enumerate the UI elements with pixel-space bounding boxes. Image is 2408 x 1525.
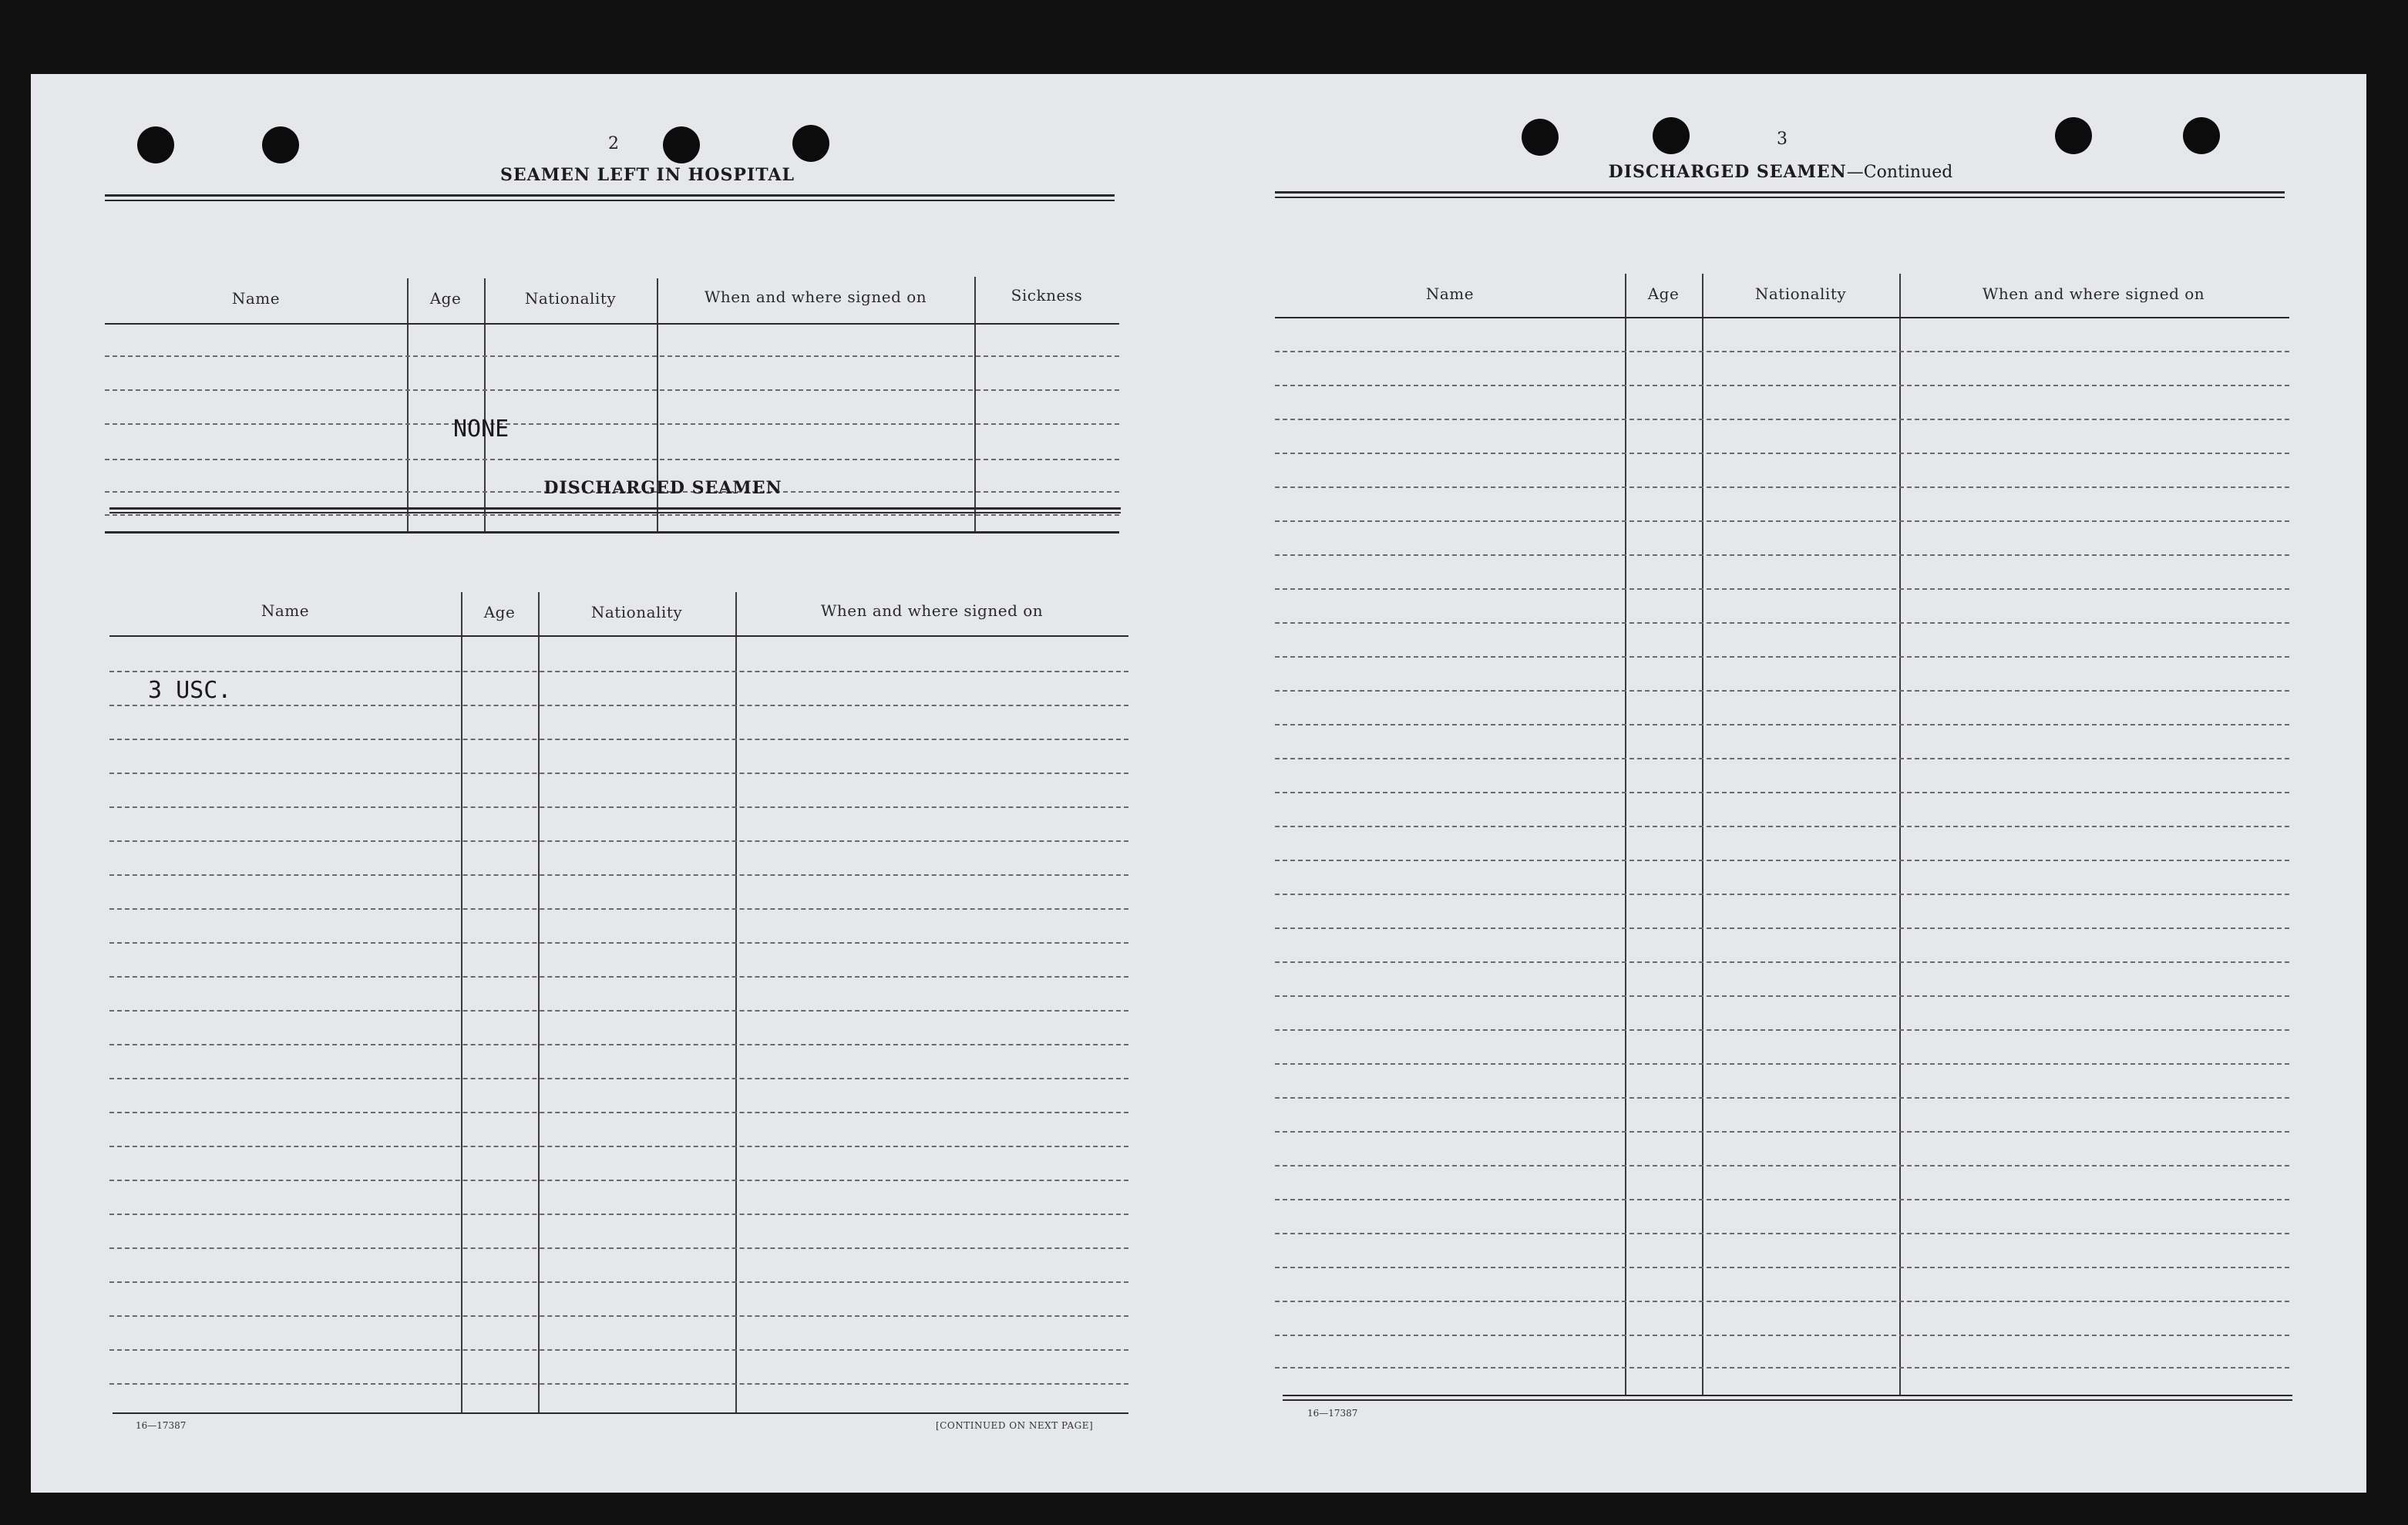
column-divider <box>538 592 540 1414</box>
entry-line <box>1275 419 2289 420</box>
entry-line <box>109 908 1128 910</box>
entry-line <box>1275 1029 2289 1031</box>
discharged-table <box>109 513 1128 1416</box>
punch-hole <box>792 125 829 162</box>
entry-line <box>1275 792 2289 793</box>
punch-hole <box>1653 117 1690 154</box>
punch-hole <box>1522 119 1559 156</box>
typed-entry-usc: 3 USC. <box>148 677 232 704</box>
column-header-age: Age <box>1647 284 1680 303</box>
entry-line <box>109 1180 1128 1181</box>
entry-line <box>1275 385 2289 386</box>
header-rule <box>105 323 1119 325</box>
entry-line <box>109 671 1128 672</box>
entry-line <box>1275 1367 2289 1368</box>
column-divider <box>484 278 486 533</box>
column-divider <box>1625 274 1626 1396</box>
column-divider <box>735 592 737 1414</box>
entry-line <box>109 976 1128 978</box>
entry-line <box>1275 894 2289 895</box>
entry-line <box>109 806 1128 808</box>
column-header-signed-on: When and where signed on <box>820 601 1044 620</box>
entry-line <box>1275 622 2289 624</box>
entry-line <box>1275 860 2289 861</box>
divider <box>105 194 1115 197</box>
entry-line <box>1275 351 2289 352</box>
column-header-signed-on: When and where signed on <box>704 288 927 306</box>
entry-line <box>105 423 1119 425</box>
entry-line <box>109 1247 1128 1249</box>
column-divider <box>1702 274 1703 1396</box>
entry-line <box>109 739 1128 740</box>
typed-entry-none: NONE <box>453 416 510 443</box>
entry-line <box>1275 1301 2289 1302</box>
entry-line <box>109 1214 1128 1215</box>
entry-line <box>109 1146 1128 1147</box>
section-title-discharged-continued <box>1572 162 1989 182</box>
entry-line <box>109 1044 1128 1045</box>
entry-line <box>1275 453 2289 454</box>
entry-line <box>1275 656 2289 658</box>
punch-hole <box>137 126 174 163</box>
column-header-name: Name <box>261 601 310 620</box>
entry-line <box>1275 1131 2289 1133</box>
entry-line <box>109 874 1128 876</box>
entry-line <box>105 389 1119 391</box>
entry-line <box>109 1315 1128 1317</box>
column-header-signed-on: When and where signed on <box>1982 284 2205 303</box>
column-header-nationality: Nationality <box>590 603 683 621</box>
entry-line <box>109 1112 1128 1113</box>
entry-line <box>1275 486 2289 488</box>
punch-hole <box>262 126 299 163</box>
entry-line <box>1275 758 2289 759</box>
entry-line <box>109 705 1128 706</box>
document-sheet <box>31 74 2366 1493</box>
form-number: 16—17387 <box>1307 1408 1358 1419</box>
discharged-continued-table <box>1275 198 2323 1401</box>
column-header-nationality: Nationality <box>1754 284 1847 303</box>
column-divider <box>1899 274 1901 1396</box>
entry-line <box>1275 690 2289 692</box>
entry-line <box>1275 724 2289 725</box>
entry-line <box>105 355 1119 357</box>
page-number: 2 <box>608 134 619 153</box>
entry-line <box>109 1281 1128 1283</box>
table-bottom-rule <box>1283 1399 2292 1401</box>
entry-line <box>1275 554 2289 556</box>
punch-hole <box>2055 117 2092 154</box>
entry-line <box>1275 961 2289 963</box>
column-divider <box>407 278 409 533</box>
entry-line <box>109 1383 1128 1385</box>
entry-line <box>1275 927 2289 929</box>
entry-line <box>1275 1165 2289 1166</box>
entry-line <box>109 1349 1128 1351</box>
entry-line <box>1275 826 2289 827</box>
entry-line <box>1275 520 2289 522</box>
entry-line <box>1275 1063 2289 1065</box>
entry-line <box>1275 1267 2289 1268</box>
column-header-age: Age <box>483 603 516 621</box>
page-number: 3 <box>1777 130 1788 149</box>
entry-line <box>1275 588 2289 590</box>
punch-hole <box>2183 117 2220 154</box>
column-header-name: Name <box>1425 284 1475 303</box>
entry-line <box>109 840 1128 842</box>
section-title-suffix: —Continued <box>1846 163 1953 182</box>
table-bottom-rule <box>1283 1395 2292 1396</box>
form-number: 16—17387 <box>136 1420 187 1431</box>
column-divider <box>974 277 976 531</box>
entry-line <box>1275 995 2289 997</box>
column-header-sickness: Sickness <box>1011 286 1083 305</box>
column-header-age: Age <box>429 289 462 308</box>
column-header-name: Name <box>231 289 281 308</box>
entry-line <box>109 1010 1128 1012</box>
table-bottom-rule <box>113 1412 1128 1414</box>
entry-line <box>1275 1233 2289 1234</box>
section-title-discharged: DISCHARGED SEAMEN <box>543 478 782 498</box>
entry-line <box>1275 1335 2289 1336</box>
entry-line <box>1275 1097 2289 1099</box>
punch-hole <box>663 126 700 163</box>
section-title-hospital: SEAMEN LEFT IN HOSPITAL <box>500 165 795 185</box>
entry-line <box>109 942 1128 944</box>
header-rule <box>1275 317 2289 318</box>
entry-line <box>109 1078 1128 1079</box>
continued-note: [CONTINUED ON NEXT PAGE] <box>936 1420 1094 1431</box>
section-title-text: DISCHARGED SEAMEN <box>1608 162 1847 182</box>
column-divider <box>461 592 462 1414</box>
entry-line <box>109 773 1128 774</box>
divider <box>109 507 1121 510</box>
divider <box>1275 191 2285 194</box>
entry-line <box>1275 1199 2289 1200</box>
entry-line <box>105 459 1119 460</box>
column-header-nationality: Nationality <box>524 289 617 308</box>
header-rule <box>109 635 1128 637</box>
